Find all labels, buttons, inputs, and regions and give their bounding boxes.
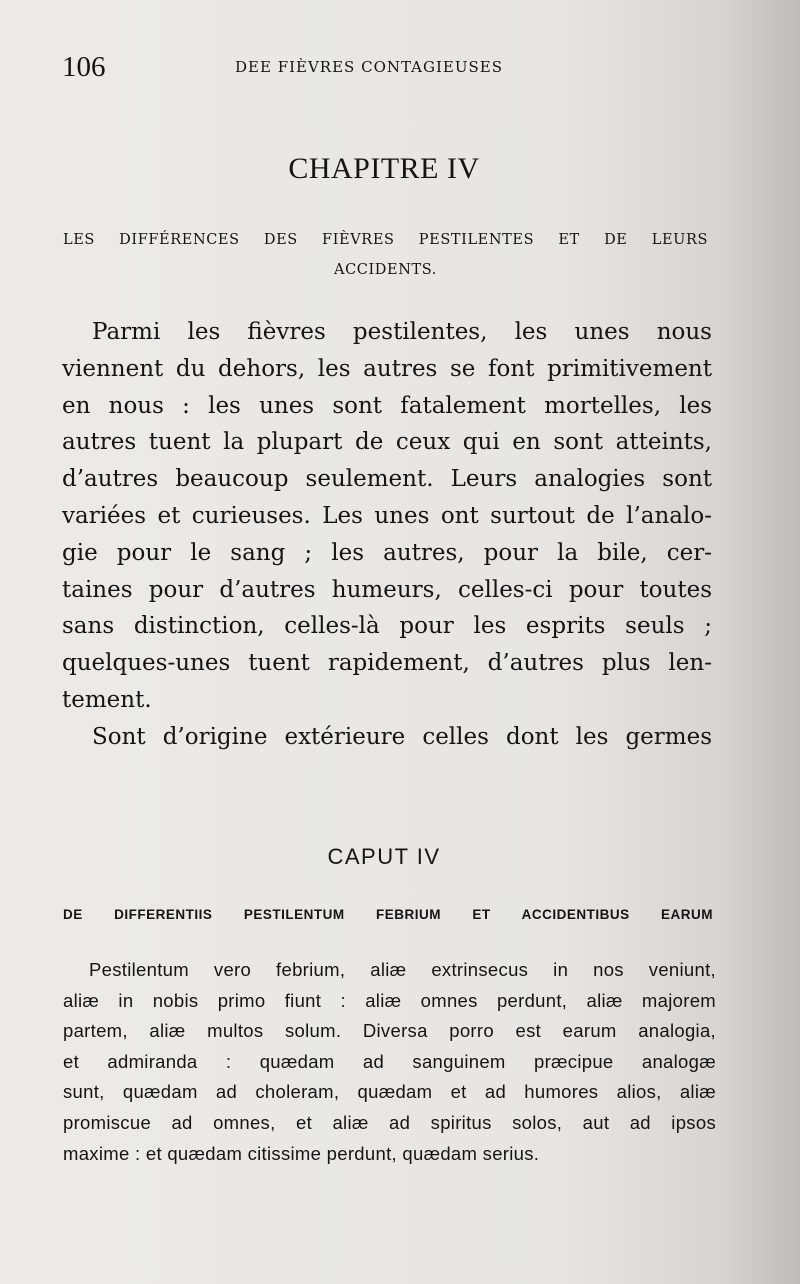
latin-body-line: partem, aliæ multos solum. Diversa porro est earum analogia, [63, 1020, 716, 1042]
running-title: DEE FIÈVRES CONTAGIEUSES [235, 58, 504, 76]
latin-chapter-title: CAPUT IV [327, 844, 441, 869]
page-header [62, 50, 722, 84]
french-body-line: gie pour le sang ; les autres, pour la bile, cer- [62, 539, 712, 566]
french-body-line: autres tuent la plupart de ceux qui en sont atteints, [62, 429, 712, 456]
french-body-line: tement. [62, 686, 152, 713]
latin-body-line: Pestilentum vero febrium, aliæ extrinsecus in nos veniunt, [89, 959, 716, 980]
french-body-line: viennent du dehors, les autres se font primitivement [62, 355, 712, 382]
french-body-line: sans distinction, celles-là pour les esprits seuls ; [62, 613, 712, 640]
latin-body-line: aliæ in nobis primo fiunt : aliæ omnes perdunt, aliæ majorem [63, 989, 716, 1011]
french-body-line: variées et curieuses. Les unes ont surtout de l’analo- [62, 502, 712, 529]
french-body-line: en nous : les unes sont fatalement mortelles, les [62, 392, 712, 419]
latin-body-line: maxime : et quædam citissime perdunt, quædam serius. [63, 1142, 540, 1164]
page-number: 106 [62, 51, 106, 83]
french-body-line: Sont d’origine extérieure celles dont les germes [92, 723, 712, 750]
french-body [62, 314, 712, 756]
latin-body-line: et admiranda : quædam ad sanguinem præcipue analogæ [63, 1050, 716, 1072]
french-body-line: d’autres beaucoup seulement. Leurs analogies sont [62, 466, 712, 493]
french-body-line: taines pour d’autres humeurs, celles-ci pour toutes [62, 576, 712, 603]
french-body-line: Parmi les fièvres pestilentes, les unes nous [92, 319, 712, 345]
latin-body-line: promiscue ad omnes, et aliæ ad spiritus solos, aut ad ipsos [63, 1111, 716, 1133]
french-body-line: quelques-unes tuent rapidement, d’autres plus len- [62, 650, 712, 677]
chapter-subtitle-line: ACCIDENTS. [334, 262, 437, 278]
latin-body [63, 955, 716, 1169]
chapter-subtitle [63, 225, 708, 285]
latin-body-line: sunt, quædam ad choleram, quædam et ad humores alios, aliæ [63, 1081, 716, 1103]
chapter-subtitle-line: LES DIFFÉRENCES DES FIÈVRES PESTILENTES ET DE LEURS [63, 232, 708, 248]
latin-subtitle: DE DIFFERENTIIS PESTILENTUM FEBRIUM ET ACCIDENTIBUS EARUM [63, 907, 713, 922]
chapter-title: CHAPITRE IV [288, 152, 480, 185]
